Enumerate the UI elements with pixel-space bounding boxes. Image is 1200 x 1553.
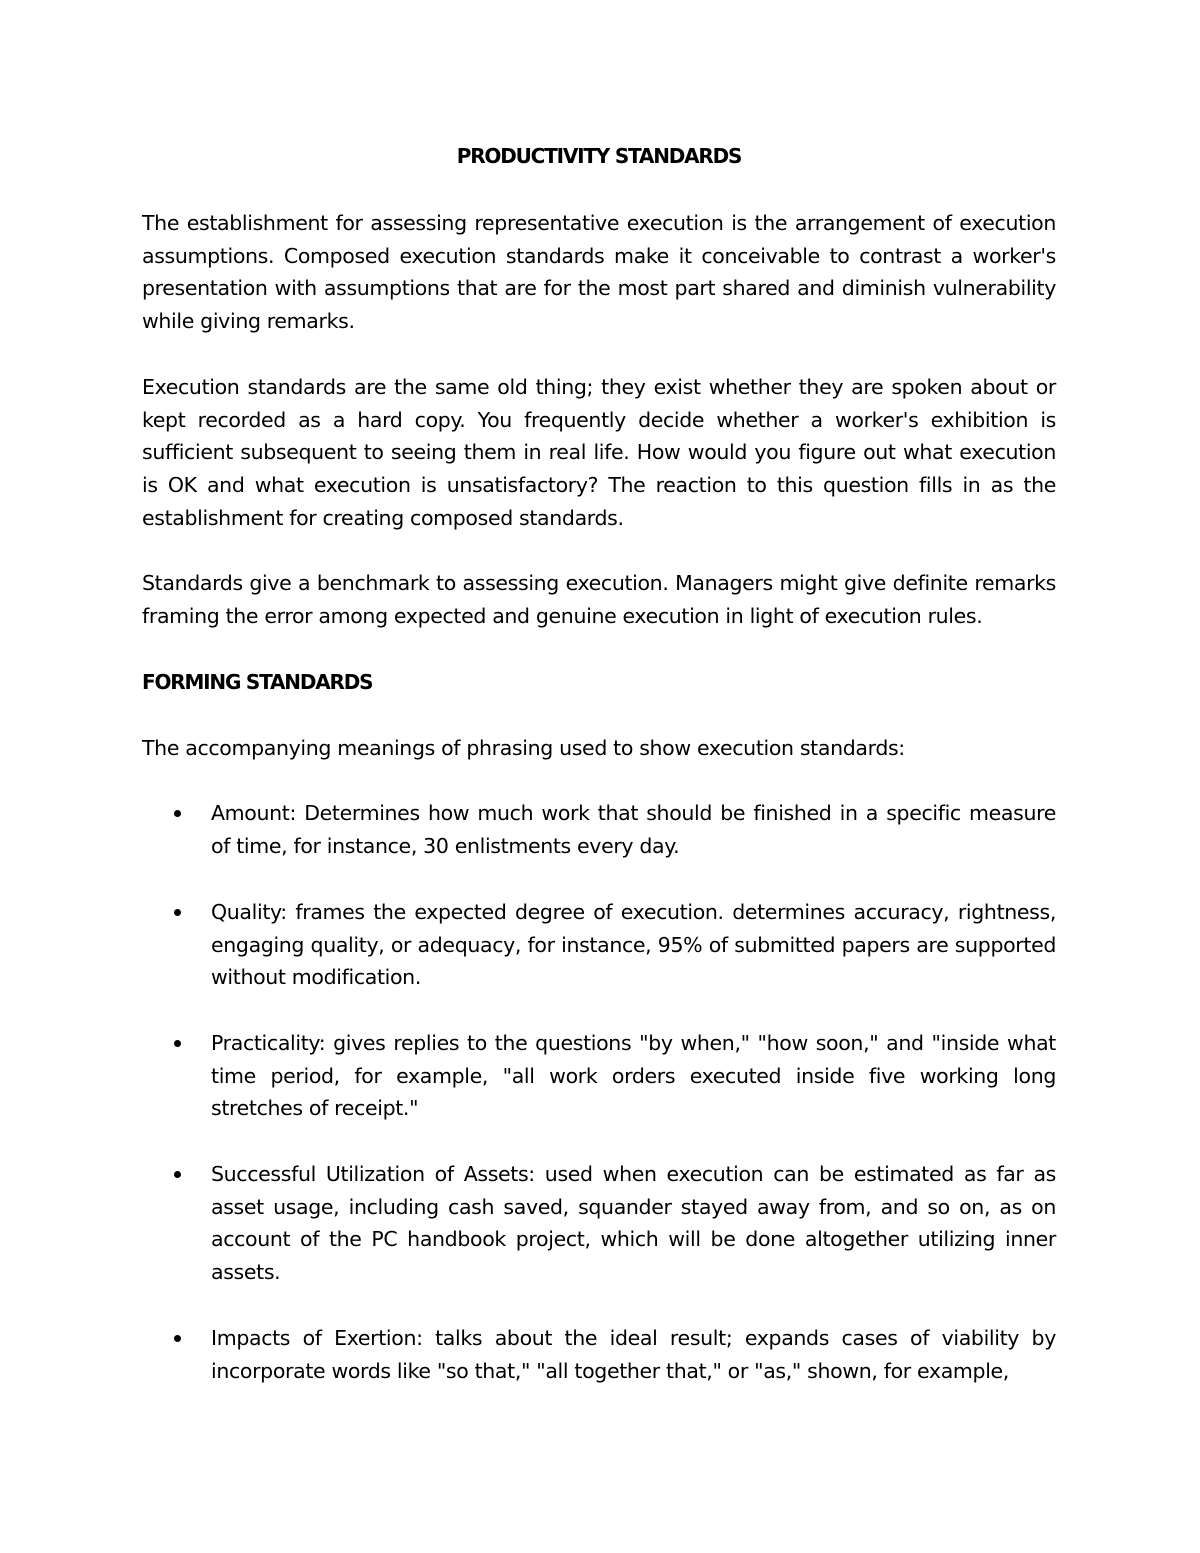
list-item-text: Amount: Determines how much work that should be finished in a specific measure of time, for instance, 30 enlistments every day. bbox=[211, 801, 1056, 859]
bullet-icon bbox=[174, 1335, 181, 1342]
bullet-icon bbox=[174, 810, 181, 817]
list-item-text: Practicality: gives replies to the questions "by when," "how soon," and "inside what time period, for example, "all work orders executed inside five working long stretches of receipt." bbox=[211, 1030, 1056, 1121]
bullet-icon bbox=[174, 1171, 181, 1178]
paragraph-3: Standards give a benchmark to assessing execution. Managers might give definite remarks framing the error among expected and genuine execution in light of execution rules. bbox=[142, 571, 1056, 629]
document-title: PRODUCTIVITY STANDARDS bbox=[456, 144, 742, 168]
paragraph-2: Execution standards are the same old thing; they exist whether they are spoken about or kept recorded as a hard copy. You frequently decide whether a worker's exhibition is sufficient subsequent to seeing them in real life. How would you figure out what execution is OK and what execution is unsatisfactory? The reaction to this question fills in as the establishment for creating composed standards. bbox=[142, 374, 1056, 530]
paragraph-1: The establishment for assessing representative execution is the arrangement of execution assumptions. Composed execution standards make it conceivable to contrast a worker's presentation with assumptions that are for the most part shared and diminish vulnerability while giving remarks. bbox=[142, 211, 1056, 334]
section-heading: FORMING STANDARDS bbox=[142, 669, 373, 694]
intro-paragraph: The accompanying meanings of phrasing used to show execution standards: bbox=[142, 735, 905, 760]
bullet-icon bbox=[174, 1040, 181, 1047]
list-item bbox=[142, 1158, 1056, 1289]
list-item-text: Quality: frames the expected degree of execution. determines accuracy, rightness, engaging quality, or adequacy, for instance, 95% of submitted papers are supported without modification. bbox=[211, 899, 1056, 990]
list-item-text: Impacts of Exertion: talks about the ideal result; expands cases of viability by incorporate words like "so that," "all together that," or "as," shown, for example, bbox=[211, 1325, 1056, 1383]
list-item-text: Successful Utilization of Assets: used when execution can be estimated as far as asset usage, including cash saved, squander stayed away from, and so on, as on account of the PC handbook project, which will be done altogether utilizing inner assets. bbox=[211, 1162, 1056, 1285]
list-item bbox=[142, 1027, 1056, 1125]
bullet-icon bbox=[174, 909, 181, 916]
list-item bbox=[142, 1322, 1056, 1387]
list-item bbox=[142, 797, 1056, 862]
list-item bbox=[142, 896, 1056, 994]
document-page bbox=[142, 140, 1056, 1420]
bullet-list bbox=[142, 797, 1056, 1387]
